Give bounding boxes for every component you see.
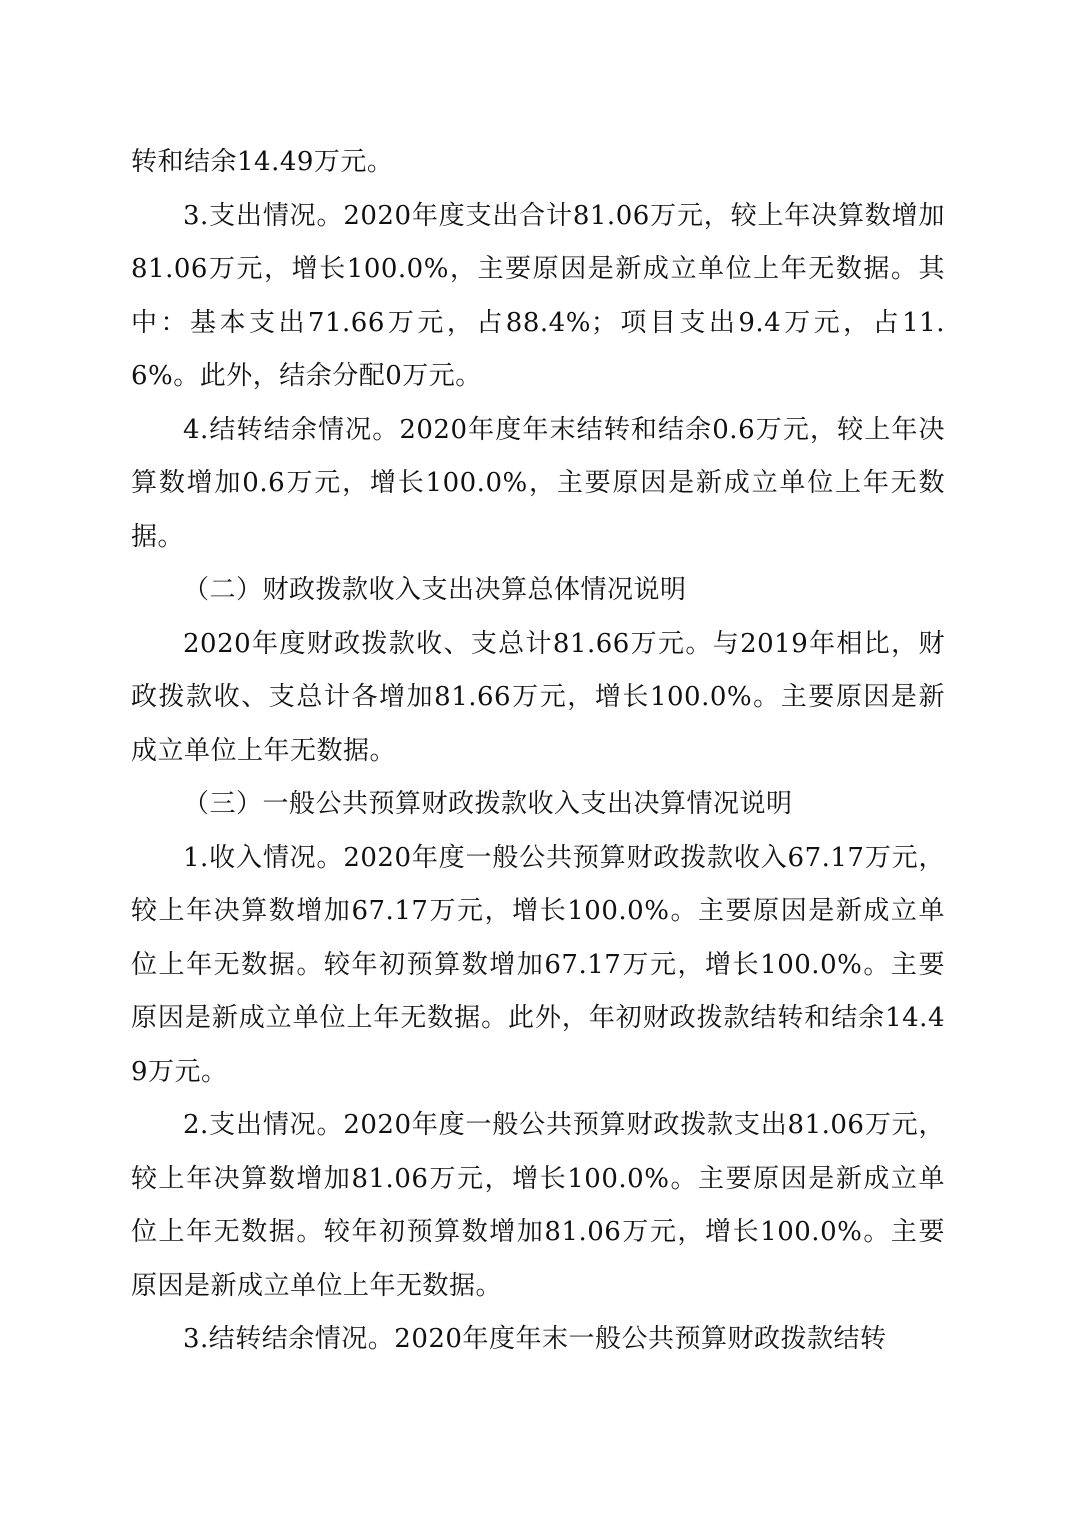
paragraph-continuation: 转和结余14.49万元。 <box>131 147 394 177</box>
document-body <box>131 136 945 1367</box>
section-heading-general-public-budget: （三）一般公共预算财政拨款收入支出决算情况说明 <box>183 789 793 819</box>
section-heading-fiscal-appropriation: （二）财政拨款收入支出决算总体情况说明 <box>183 575 687 605</box>
paragraph-budget-expenditure: 2.支出情况。2020年度一般公共预算财政拨款支出81.06万元，较上年决算数增加81.06万元，增长100.0%。主要原因是新成立单位上年无数据。较年初预算数增加81.06万元，增长100.0%。主要原因是新成立单位上年无数据。 <box>131 1110 945 1301</box>
paragraph-fiscal-total: 2020年度财政拨款收、支总计81.66万元。与2019年相比，财政拨款收、支总计各增加81.66万元，增长100.0%。主要原因是新成立单位上年无数据。 <box>131 628 945 766</box>
paragraph-income: 1.收入情况。2020年度一般公共预算财政拨款收入67.17万元，较上年决算数增加67.17万元，增长100.0%。主要原因是新成立单位上年无数据。较年初预算数增加67.17万元，增长100.0%。主要原因是新成立单位上年无数据。此外，年初财政拨款结转和结余14.49万元。 <box>131 842 945 1087</box>
paragraph-expenditure: 3.支出情况。2020年度支出合计81.06万元，较上年决算数增加81.06万元，增长100.0%，主要原因是新成立单位上年无数据。其中：基本支出71.66万元，占88.4%；项目支出9.4万元，占11.6%。此外，结余分配0万元。 <box>131 200 945 391</box>
paragraph-carryover: 4.结转结余情况。2020年度年末结转和结余0.6万元，较上年决算数增加0.6万元，增长100.0%，主要原因是新成立单位上年无数据。 <box>131 414 945 552</box>
paragraph-budget-carryover: 3.结转结余情况。2020年度年末一般公共预算财政拨款结转 <box>183 1324 887 1354</box>
